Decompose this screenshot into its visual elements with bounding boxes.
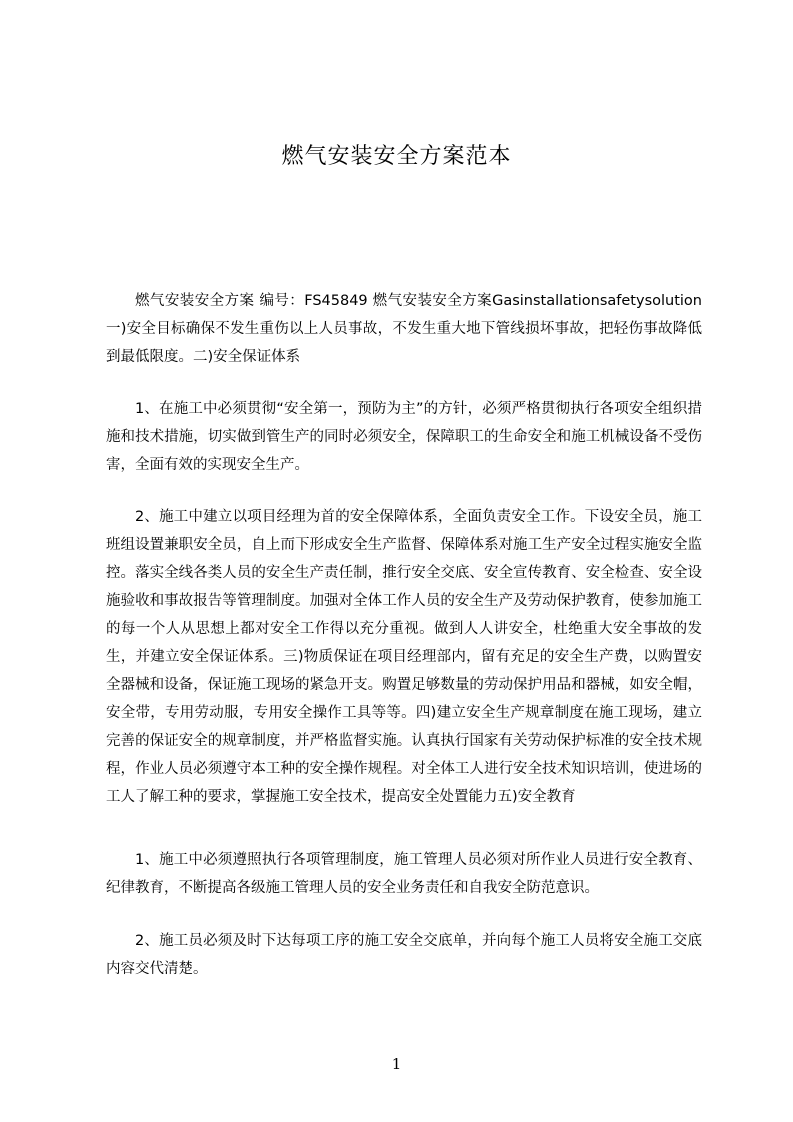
paragraph-safety-system: 2、施工中建立以项目经理为首的安全保障体系，全面负责安全工作。下设安全员，施工班组设置兼职安全员，自上而下形成安全生产监督、保障体系对施工生产安全过程实施安全监控。落实全线各类人员的安全生产责任制，推行安全交底、安全宣传教育、安全检查、安全设施验收和事故报告等管理制度。加强对全体工作人员的安全生产及劳动保护教育，使参加施工的每一个人从思想上都对安全工作得以充分重视。做到人人讲安全，杜绝重大安全事故的发生，并建立安全保证体系。三)物质保证在项目经理部内，留有充足的安全生产费，以购置安全器械和设备，保证施工现场的紧急开支。购置足够数量的劳动保护用品和器械，如安全帽，安全带，专用劳动服，专用安全操作工具等等。四)建立安全生产规章制度在施工现场，建立完善的保证安全的规章制度，并严格监督实施。认真执行国家有关劳动保护标准的安全技术规程，作业人员必须遵守本工种的安全操作规程。对全体工人进行安全技术知识培训，使进场的工人了解工种的要求，掌握施工安全技术，提高安全处置能力五)安全教育 — [106, 509, 702, 805]
document-title: 燃气安装安全方案范本 — [281, 144, 512, 169]
paragraph-safety-principle: 1、在施工中必须贯彻“安全第一，预防为主”的方针，必须严格贯彻执行各项安全组织措施和技术措施，切实做到管生产的同时必须安全，保障职工的生命安全和施工机械设备不受伤害，全面有效的实现安全生产。 — [106, 401, 702, 473]
paragraph-management-rules: 1、施工中必须遵照执行各项管理制度，施工管理人员必须对所作业人员进行安全教育、纪律教育，不断提高各级施工管理人员的安全业务责任和自我安全防范意识。 — [106, 852, 702, 896]
page-number: 1 — [391, 1055, 402, 1073]
paragraph-safety-briefing: 2、施工员必须及时下达每项工序的施工安全交底单，并向每个施工人员将安全施工交底内容交代清楚。 — [106, 933, 702, 977]
paragraph-intro: 燃气安装安全方案 编号：FS45849 燃气安装安全方案Gasinstallationsafetysolution 一)安全目标确保不发生重伤以上人员事故，不发生重大地下管线损坏事故，把轻伤事故降低到最低限度。二)安全保证体系 — [106, 293, 702, 365]
